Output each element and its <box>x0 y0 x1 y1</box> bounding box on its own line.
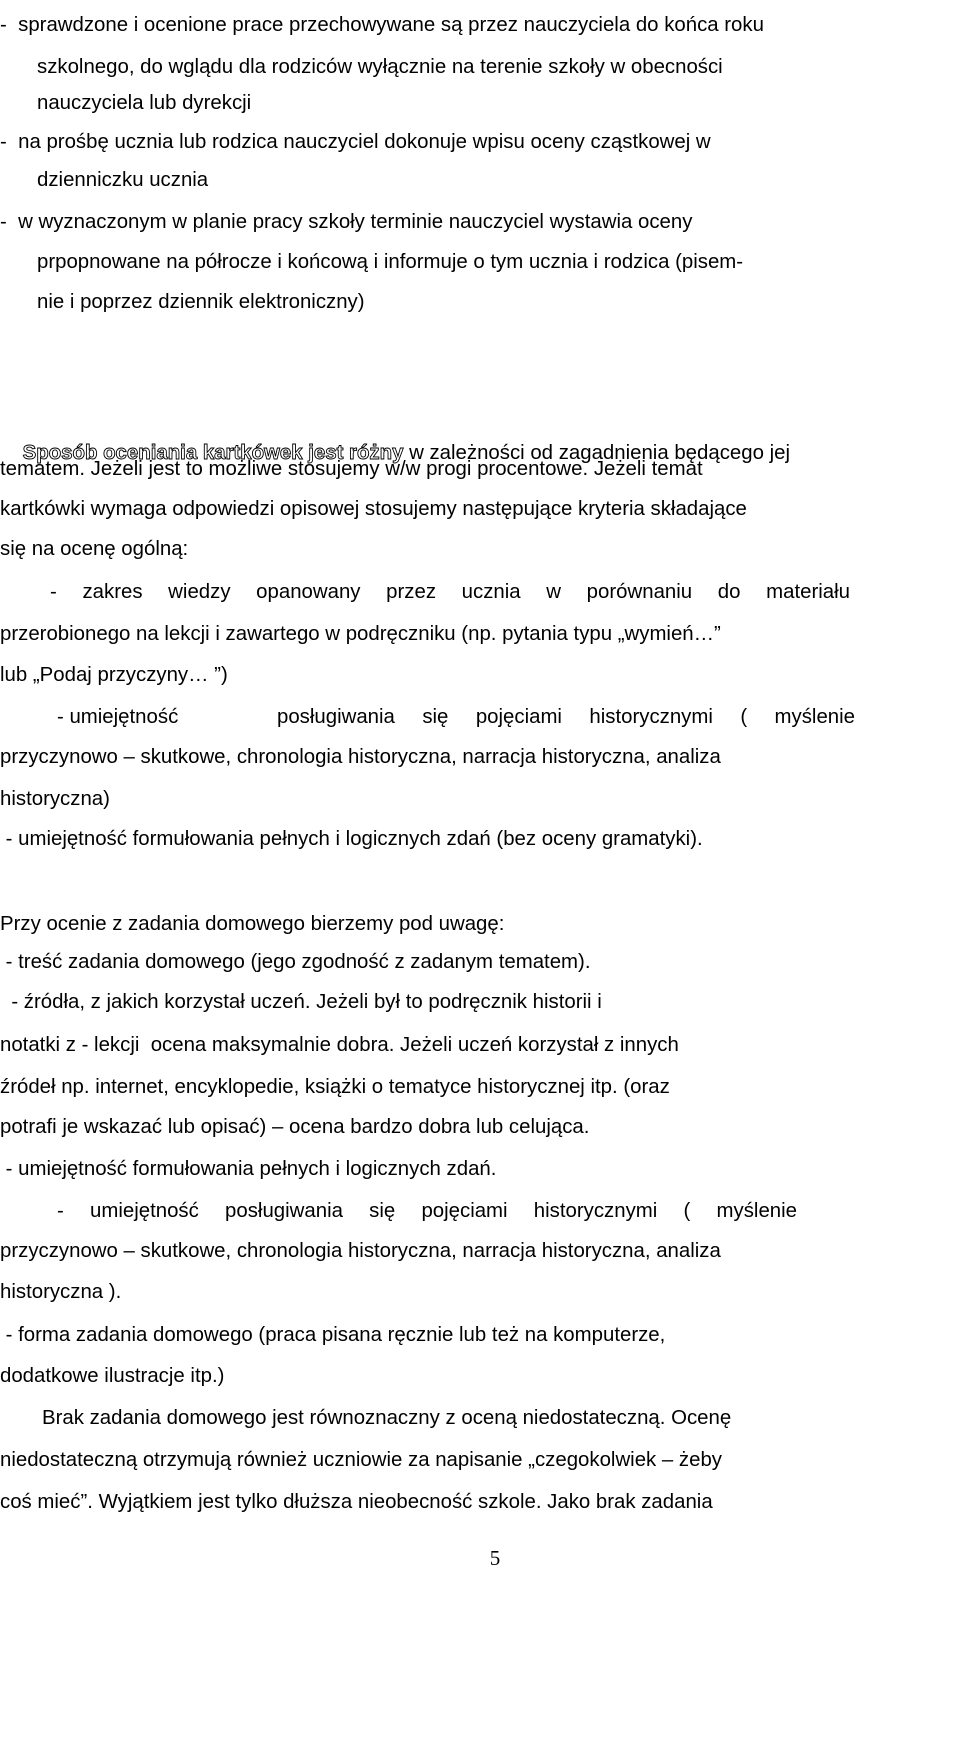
text-line: - w wyznaczonym w planie pracy szkoły terminie nauczyciel wystawia oceny <box>0 211 693 233</box>
text-line: notatki z - lekcji ocena maksymalnie dobra. Jeżeli uczeń korzystał z innych <box>0 1034 679 1056</box>
text-line: się na ocenę ogólną: <box>0 538 189 560</box>
text-line: - umiejętność formułowania pełnych i logicznych zdań. <box>0 1158 497 1180</box>
text-line: - forma zadania domowego (praca pisana ręcznie lub też na komputerze, <box>0 1324 666 1346</box>
heading-line <box>0 417 790 464</box>
text-line: Przy ocenie z zadania domowego bierzemy pod uwagę: <box>0 913 505 935</box>
text-line: - umiejętność formułowania pełnych i logicznych zdań (bez oceny gramatyki). <box>0 828 703 850</box>
text-line: lub „Podaj przyczyny… ”) <box>0 664 228 686</box>
text-line: tematem. Jeżeli jest to możliwe stosujemy w/w progi procentowe. Jeżeli temat <box>0 458 703 480</box>
text-line: nauczyciela lub dyrekcji <box>37 92 252 114</box>
text-line: nie i poprzez dziennik elektroniczny) <box>37 291 365 313</box>
text-line: dodatkowe ilustracje itp.) <box>0 1365 225 1387</box>
section-heading: Sposób oceniania kartkówek jest różny <box>22 442 404 464</box>
heading-continuation: w zależności od zagadnienia będącego jej <box>403 442 790 464</box>
text-line: dzienniczku ucznia <box>37 169 209 191</box>
text-line: - umiejętność <box>57 706 179 728</box>
text-line: przyczynowo – skutkowe, chronologia historyczna, narracja historyczna, analiza <box>0 746 721 768</box>
text-line: potrafi je wskazać lub opisać) – ocena bardzo dobra lub celująca. <box>0 1116 590 1138</box>
text-line: - umiejętność posługiwania się pojęciami historycznymi ( myślenie <box>57 1200 797 1222</box>
text-line: Brak zadania domowego jest równoznaczny z oceną niedostateczną. Ocenę <box>42 1407 732 1429</box>
text-line: posługiwania się pojęciami historycznymi ( myślenie <box>277 706 855 728</box>
text-line: - na prośbę ucznia lub rodzica nauczyciel dokonuje wpisu oceny cząstkowej w <box>0 131 711 153</box>
text-line: - źródła, z jakich korzystał uczeń. Jeżeli był to podręcznik historii i <box>0 991 602 1013</box>
text-line: - zakres wiedzy opanowany przez ucznia w porównaniu do materiału <box>50 581 850 603</box>
text-line: historyczna ). <box>0 1281 122 1303</box>
text-line: źródeł np. internet, encyklopedie, książki o tematyce historycznej itp. (oraz <box>0 1076 670 1098</box>
text-line: przyczynowo – skutkowe, chronologia historyczna, narracja historyczna, analiza <box>0 1240 721 1262</box>
text-line: kartkówki wymaga odpowiedzi opisowej stosujemy następujące kryteria składające <box>0 498 747 520</box>
text-line: coś mieć”. Wyjątkiem jest tylko dłuższa nieobecność szkole. Jako brak zadania <box>0 1491 713 1513</box>
text-line: - treść zadania domowego (jego zgodność z zadanym tematem). <box>0 951 591 973</box>
page-number: 5 <box>489 1546 501 1570</box>
text-line: prpopnowane na półrocze i końcową i informuje o tym ucznia i rodzica (pisem- <box>37 251 744 273</box>
text-line: szkolnego, do wglądu dla rodziców wyłącznie na terenie szkoły w obecności <box>37 56 723 78</box>
text-line: historyczna) <box>0 788 110 810</box>
text-line: - sprawdzone i ocenione prace przechowywane są przez nauczyciela do końca roku <box>0 14 764 36</box>
text-line: przerobionego na lekcji i zawartego w podręczniku (np. pytania typu „wymień…” <box>0 623 721 645</box>
text-line: niedostateczną otrzymują również uczniowie za napisanie „czegokolwiek – żeby <box>0 1449 722 1471</box>
